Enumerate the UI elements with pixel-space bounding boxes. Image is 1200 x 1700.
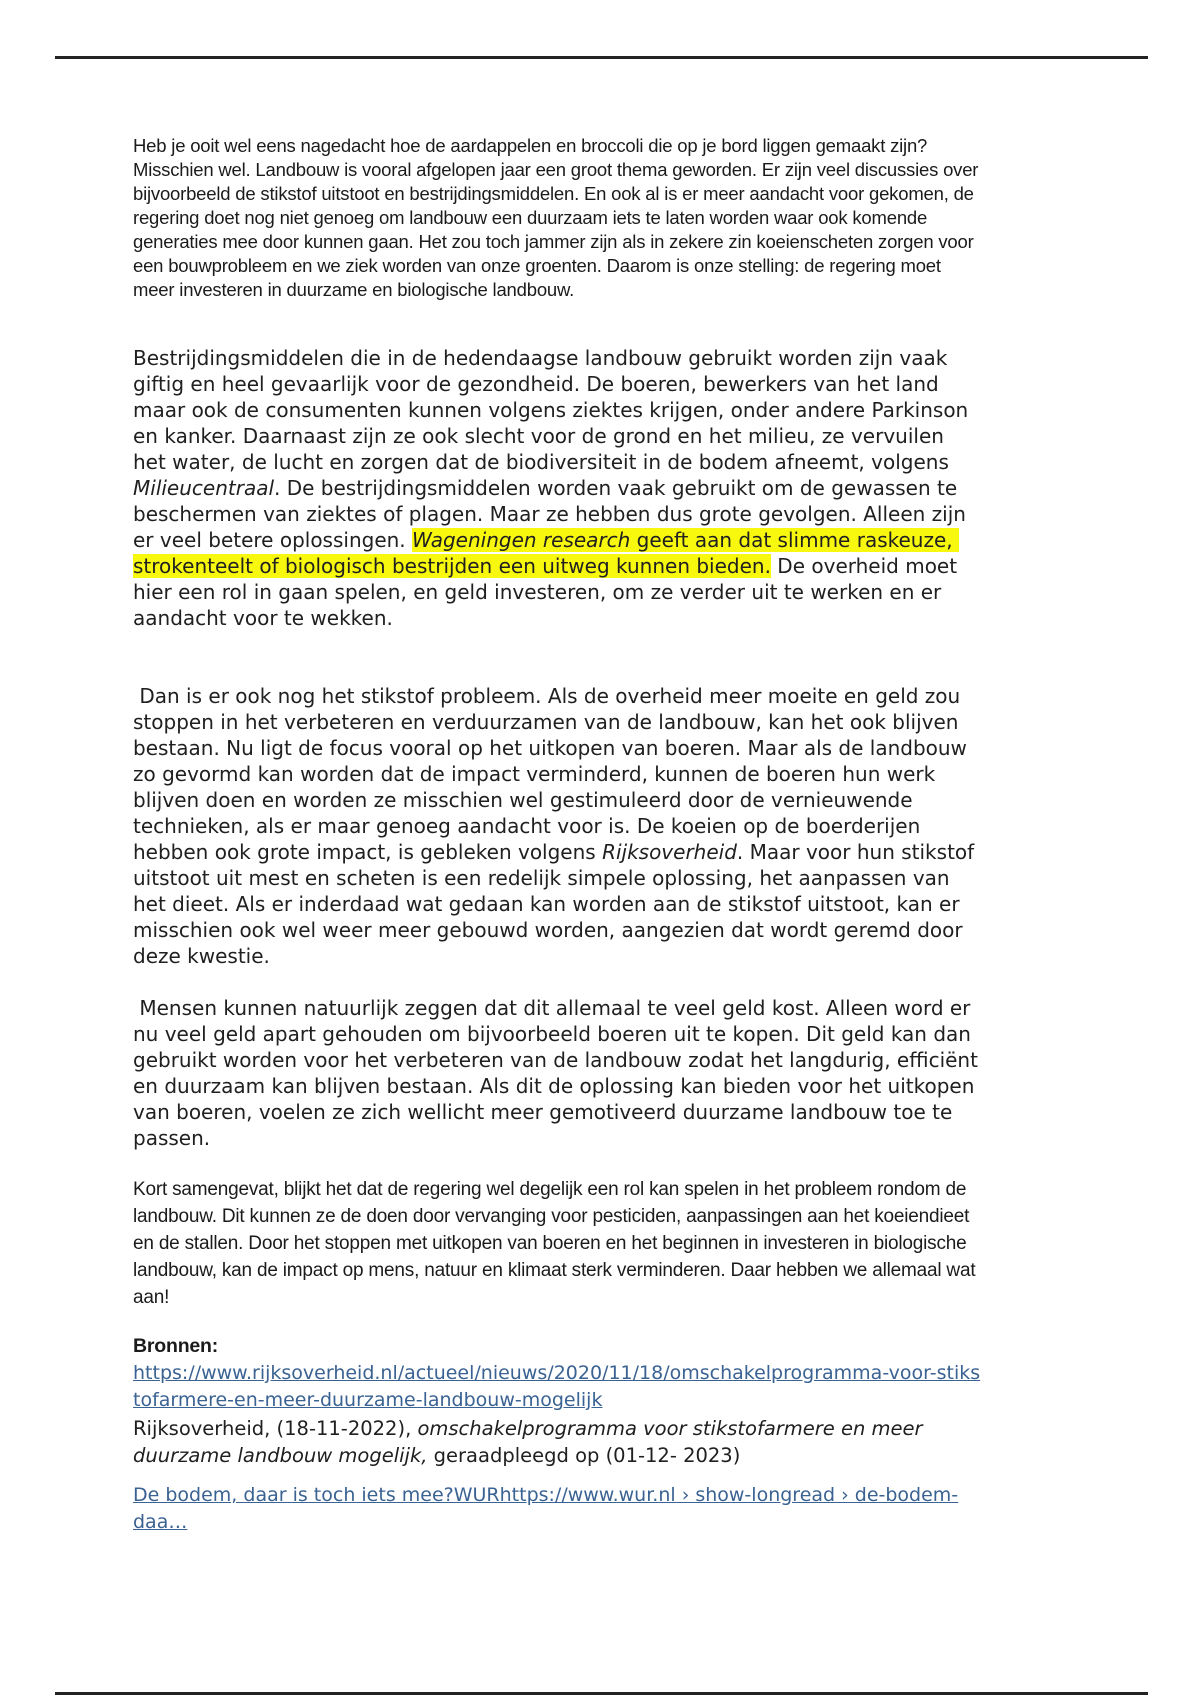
sources-heading: Bronnen: xyxy=(133,1335,219,1357)
costs-argument-paragraph: Mensen kunnen natuurlijk zeggen dat dit allemaal te veel geld kost. Alleen word er nu veel geld apart gehouden om bijvoorbeeld boeren uit te kopen. Dit geld kan dan gebruikt worden voor het verbeteren van de landbouw zodat het langdurig, efficiënt en duurzaam kan blijven bestaan. Als dit de oplossing kan bieden voor het uitkopen van boeren, voelen ze zich wellicht meer gemotiveerd duurzame landbouw toe te passen. xyxy=(133,996,985,1150)
top-rule xyxy=(55,56,1148,59)
conclusion-paragraph: Kort samengevat, blijkt het dat de regering wel degelijk een rol kan spelen in het probleem rondom de landbouw. Dit kunnen ze de doen door vervanging voor pesticiden, aanpassingen aan het koeiendieet en de stallen. Door het stoppen met uitkopen van boeren en het beginnen in investeren in biologische landbouw, kan de impact op mens, natuur en klimaat sterk verminderen. Daar hebben we allemaal wat aan! xyxy=(133,1179,981,1308)
pesticides-argument-paragraph: Bestrijdingsmiddelen die in de hedendaagse landbouw gebruikt worden zijn vaak giftig en heel gevaarlijk voor de gezondheid. De boeren, bewerkers van het land maar ook de consumenten kunnen volgens ziektes krijgen, onder andere Parkinson en kanker. Daarnaast zijn ze ook slecht voor de grond en het milieu, ze vervuilen het water, de lucht en zorgen dat de biodiversiteit in de bodem afneemt, volgens Milieucentraal. De bestrijdingsmiddelen worden vaak gebruikt om de gewassen te beschermen van ziektes of plagen. Maar ze hebben dus grote gevolgen. Alleen zijn er veel betere oplossingen. Wageningen research geeft aan dat slimme raskeuze, strokenteelt of biologisch bestrijden een uitweg kunnen bieden. De overheid moet hier een rol in gaan spelen, en geld investeren, om ze verder uit te werken en er aandacht voor te wekken. xyxy=(133,346,975,630)
intro-paragraph: Heb je ooit wel eens nagedacht hoe de aardappelen en broccoli die op je bord liggen gemaakt zijn? Misschien wel. Landbouw is vooral afgelopen jaar een groot thema geworden. Er zijn veel discussies over bijvoorbeeld de stikstof uitstoot en bestrijdingsmiddelen. En ook al is er meer aandacht voor gekomen, de regering doet nog niet genoeg om landbouw een duurzaam iets te laten worden waar ook komende generaties mee door kunnen gaan. Het zou toch jammer zijn als in zekere zin koeienscheten zorgen voor een bouwprobleem en we ziek worden van onze groenten. Daarom is onze stelling: de regering moet meer investeren in duurzame en biologische landbouw. xyxy=(133,135,984,300)
source-link-rijksoverheid[interactable]: https://www.rijksoverheid.nl/actueel/nieuws/2020/11/18/omschakelprogramma-voor-stikstofarmere-en-meer-duurzame-landbouw-mogelijk xyxy=(133,1362,981,1411)
bottom-rule xyxy=(55,1692,1148,1695)
source-citation: Rijksoverheid, (18-11-2022), omschakelprogramma voor stikstofarmere en meer duurzame landbouw mogelijk, geraadpleegd op (01-12- 2023) xyxy=(133,1417,929,1467)
source-link-wur[interactable]: De bodem, daar is toch iets mee?WURhttps://www.wur.nl › show-longread › de-bodem-daa… xyxy=(133,1484,959,1533)
nitrogen-argument-paragraph: Dan is er ook nog het stikstof probleem. Als de overheid meer moeite en geld zou stoppen in het verbeteren en verduurzamen van de landbouw, kan het ook blijven bestaan. Nu ligt de focus vooral op het uitkopen van boeren. Maar als de landbouw zo gevormd kan worden dat de impact verminderd, kunnen de boeren hun werk blijven doen en worden ze misschien wel gestimuleerd door de vernieuwende technieken, als er maar genoeg aandacht voor is. De koeien op de boerderijen hebben ook grote impact, is gebleken volgens Rijksoverheid. Maar voor hun stikstof uitstoot uit mest en scheten is een redelijk simpele oplossing, het aanpassen van het dieet. Als er inderdaad wat gedaan kan worden aan de stikstof uitstoot, kan er misschien ook wel weer meer gebouwd worden, aangezien dat wordt geremd door deze kwestie. xyxy=(133,684,981,968)
